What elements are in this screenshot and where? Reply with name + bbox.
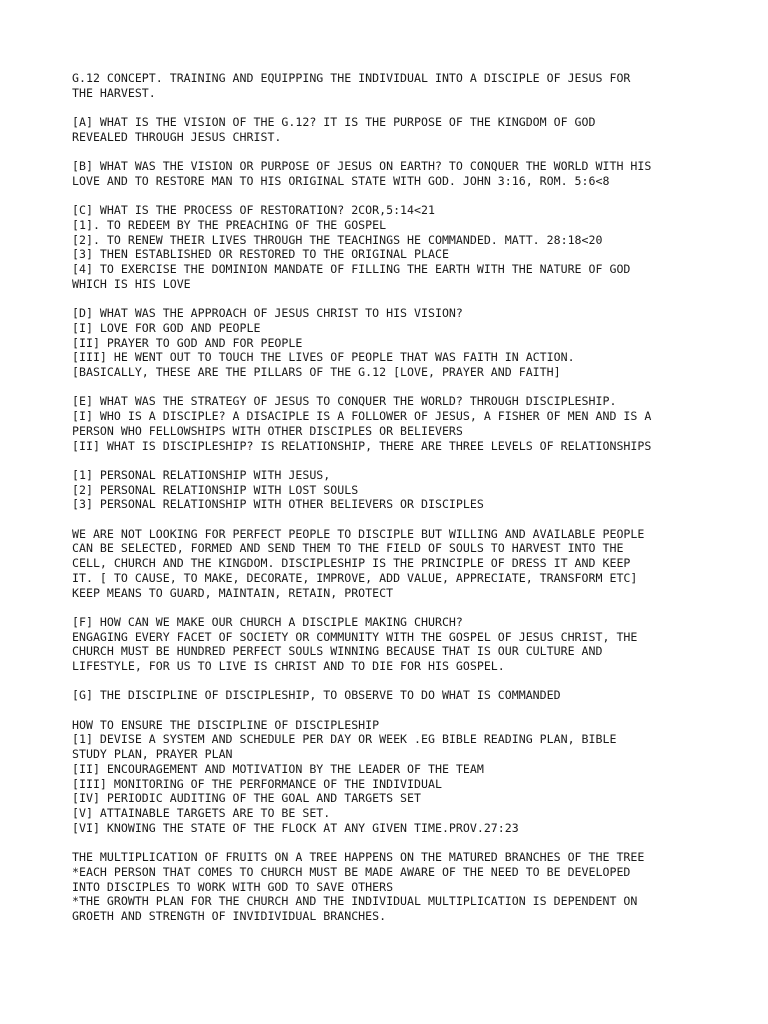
section-d-paragraph <box>72 306 712 380</box>
text-line: STUDY PLAN, PRAYER PLAN <box>72 747 233 762</box>
text-line: LOVE AND TO RESTORE MAN TO HIS ORIGINAL STATE WITH GOD. JOHN 3:16, ROM. 5:6<8 <box>72 173 610 188</box>
text-line: GROETH AND STRENGTH OF INVIDIVIDUAL BRANCHES. <box>72 908 387 923</box>
text-line: [IV] PERIODIC AUDITING OF THE GOAL AND TARGETS SET <box>72 791 422 806</box>
text-line: G.12 CONCEPT. TRAINING AND EQUIPPING THE INDIVIDUAL INTO A DISCIPLE OF JESUS FOR <box>72 71 631 85</box>
text-line: [I] LOVE FOR GOD AND PEOPLE <box>72 320 261 335</box>
text-line: HOW TO ENSURE THE DISCIPLINE OF DISCIPLESHIP <box>72 717 380 732</box>
text-line: [D] WHAT WAS THE APPROACH OF JESUS CHRIST TO HIS VISION? <box>72 306 463 321</box>
text-line: [BASICALLY, THESE ARE THE PILLARS OF THE G.12 [LOVE, PRAYER AND FAITH] <box>72 365 561 379</box>
text-line: PERSON WHO FELLOWSHIPS WITH OTHER DISCIPLES OR BELIEVERS <box>72 423 463 438</box>
text-line: CHURCH MUST BE HUNDRED PERFECT SOULS WINNING BECAUSE THAT IS OUR CULTURE AND <box>72 644 603 659</box>
text-line: [3] PERSONAL RELATIONSHIP WITH OTHER BELIEVERS OR DISCIPLES <box>72 497 484 512</box>
text-line: REVEALED THROUGH JESUS CHRIST. <box>72 129 282 144</box>
text-line: CELL, CHURCH AND THE KINGDOM. DISCIPLESHIP IS THE PRINCIPLE OF DRESS IT AND KEEP <box>72 556 631 571</box>
text-line: CAN BE SELECTED, FORMED AND SEND THEM TO THE FIELD OF SOULS TO HARVEST INTO THE <box>72 541 624 556</box>
text-line: INTO DISCIPLES TO WORK WITH GOD TO SAVE OTHERS <box>72 879 394 894</box>
text-line: [G] THE DISCIPLINE OF DISCIPLESHIP, TO OBSERVE TO DO WHAT IS COMMANDED <box>72 688 561 703</box>
text-line: KEEP MEANS TO GUARD, MAINTAIN, RETAIN, PROTECT <box>72 585 394 600</box>
text-line: *EACH PERSON THAT COMES TO CHURCH MUST BE MADE AWARE OF THE NEED TO BE DEVELOPED <box>72 864 631 879</box>
title-paragraph <box>72 71 712 100</box>
text-line: [II] PRAYER TO GOD AND FOR PEOPLE <box>72 335 303 350</box>
text-line: [V] ATTAINABLE TARGETS ARE TO BE SET. <box>72 806 331 820</box>
text-line: [II] WHAT IS DISCIPLESHIP? IS RELATIONSHIP, THERE ARE THREE LEVELS OF RELATIONSHIPS <box>72 438 652 453</box>
text-line: [3] THEN ESTABLISHED OR RESTORED TO THE ORIGINAL PLACE <box>72 247 449 262</box>
perfect-people-paragraph <box>72 527 712 601</box>
section-c-paragraph <box>72 203 712 291</box>
text-line: *THE GROWTH PLAN FOR THE CHURCH AND THE INDIVIDUAL MULTIPLICATION IS DEPENDENT ON <box>72 894 638 909</box>
text-line: [II] ENCOURAGEMENT AND MOTIVATION BY THE LEADER OF THE TEAM <box>72 761 484 776</box>
text-line: [4] TO EXERCISE THE DOMINION MANDATE OF FILLING THE EARTH WITH THE NATURE OF GOD <box>72 262 631 277</box>
text-line: [F] HOW CAN WE MAKE OUR CHURCH A DISCIPLE MAKING CHURCH? <box>72 614 463 629</box>
text-line: [C] WHAT IS THE PROCESS OF RESTORATION? 2COR,5:14<21 <box>72 203 435 218</box>
document-page <box>72 71 712 938</box>
text-line: [B] WHAT WAS THE VISION OR PURPOSE OF JESUS ON EARTH? TO CONQUER THE WORLD WITH HIS <box>72 159 652 174</box>
text-line: [A] WHAT IS THE VISION OF THE G.12? IT IS THE PURPOSE OF THE KINGDOM OF GOD <box>72 115 596 130</box>
text-line: [1] PERSONAL RELATIONSHIP WITH JESUS, <box>72 467 331 482</box>
text-line: [1] DEVISE A SYSTEM AND SCHEDULE PER DAY OR WEEK .EG BIBLE READING PLAN, BIBLE <box>72 732 617 747</box>
multiplication-paragraph <box>72 850 712 924</box>
text-line: WE ARE NOT LOOKING FOR PERFECT PEOPLE TO DISCIPLE BUT WILLING AND AVAILABLE PEOPLE <box>72 526 645 541</box>
text-line: [VI] KNOWING THE STATE OF THE FLOCK AT ANY GIVEN TIME.PROV.27:23 <box>72 820 519 835</box>
section-e-paragraph <box>72 394 712 453</box>
text-line: [E] WHAT WAS THE STRATEGY OF JESUS TO CONQUER THE WORLD? THROUGH DISCIPLESHIP. <box>72 394 617 409</box>
relationships-list <box>72 468 712 512</box>
text-line: LIFESTYLE, FOR US TO LIVE IS CHRIST AND TO DIE FOR HIS GOSPEL. <box>72 659 505 673</box>
text-line: ENGAGING EVERY FACET OF SOCIETY OR COMMUNITY WITH THE GOSPEL OF JESUS CHRIST, THE <box>72 629 638 644</box>
text-line: [III] HE WENT OUT TO TOUCH THE LIVES OF PEOPLE THAT WAS FAITH IN ACTION. <box>72 350 575 365</box>
text-line: [III] MONITORING OF THE PERFORMANCE OF THE INDIVIDUAL <box>72 776 442 791</box>
text-line: THE MULTIPLICATION OF FRUITS ON A TREE HAPPENS ON THE MATURED BRANCHES OF THE TREE <box>72 850 645 865</box>
section-b-paragraph <box>72 159 712 188</box>
text-line: [2] PERSONAL RELATIONSHIP WITH LOST SOULS <box>72 482 359 497</box>
text-line: IT. [ TO CAUSE, TO MAKE, DECORATE, IMPROVE, ADD VALUE, APPRECIATE, TRANSFORM ETC] <box>72 570 638 585</box>
text-line: WHICH IS HIS LOVE <box>72 276 191 291</box>
text-line: [2]. TO RENEW THEIR LIVES THROUGH THE TEACHINGS HE COMMANDED. MATT. 28:18<20 <box>72 232 603 247</box>
text-line: [1]. TO REDEEM BY THE PREACHING OF THE GOSPEL <box>72 217 387 232</box>
section-g-paragraph <box>72 688 712 703</box>
text-line: THE HARVEST. <box>72 85 156 100</box>
discipline-list <box>72 718 712 836</box>
text-line: [I] WHO IS A DISCIPLE? A DISACIPLE IS A FOLLOWER OF JESUS, A FISHER OF MEN AND IS A <box>72 409 652 424</box>
section-a-paragraph <box>72 115 712 144</box>
section-f-paragraph <box>72 615 712 674</box>
